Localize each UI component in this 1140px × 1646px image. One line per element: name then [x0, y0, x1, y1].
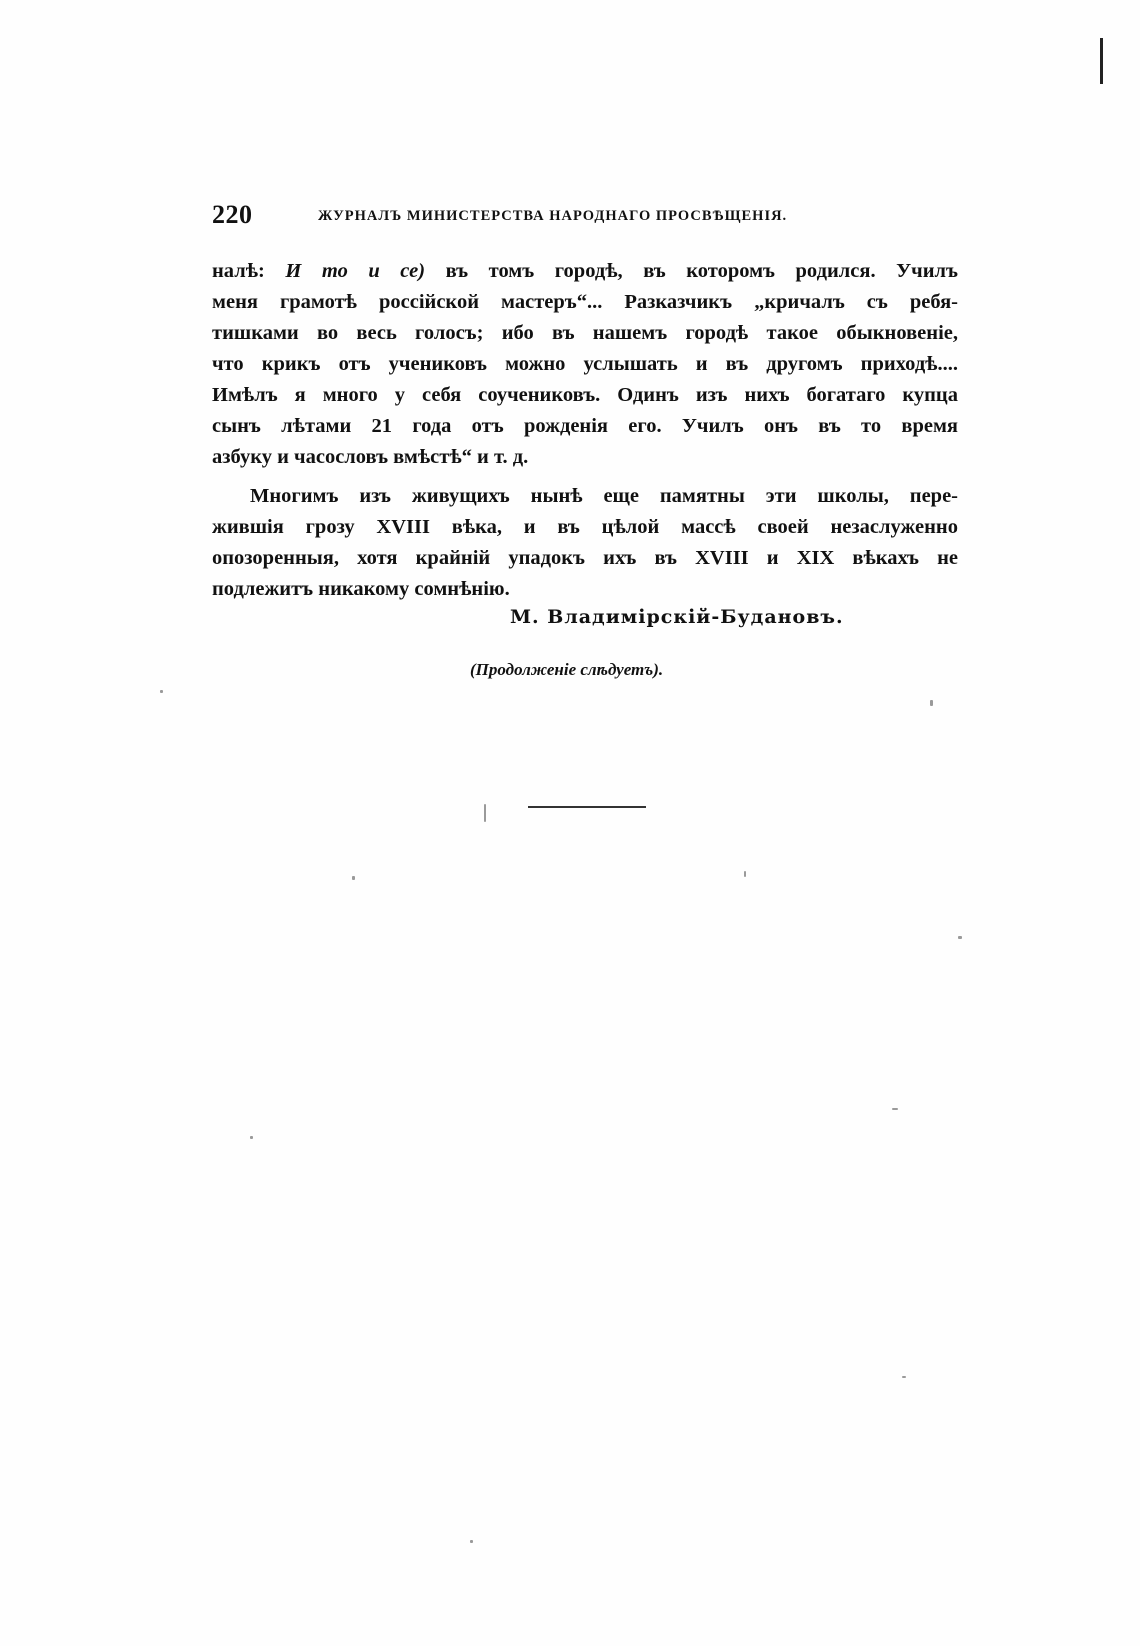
page-number: 220: [212, 200, 253, 229]
text-line: опозоренныя, хотя крайній упадокъ ихъ въ XVIII и XIX вѣкахъ не: [212, 547, 958, 569]
speck: [902, 1376, 906, 1378]
speck: [958, 936, 962, 939]
author-signature: М. Владимірскій-Будановъ.: [510, 606, 844, 628]
section-separator: [528, 806, 646, 808]
text-line: Многимъ изъ живущихъ нынѣ еще памятны эти школы, пере-: [250, 485, 958, 507]
speck: [160, 690, 163, 693]
body-text: [212, 256, 958, 605]
page-header: [212, 200, 958, 240]
text-line: меня грамотѣ россійской мастеръ“... Разказчикъ „кричалъ съ ребя-: [212, 291, 958, 313]
speck: [930, 700, 933, 706]
speck: [352, 876, 355, 880]
text-line: [212, 256, 958, 287]
running-title: ЖУРНАЛЪ МИНИСТЕРСТВА НАРОДНАГО ПРОСВѢЩЕНІЯ.: [318, 208, 788, 224]
text-line: сынъ лѣтами 21 года отъ рожденія его. Училъ онъ въ то время: [212, 415, 958, 437]
speck: [250, 1136, 253, 1139]
text-span: налѣ:: [212, 260, 286, 282]
speck: [484, 804, 486, 822]
paragraph-2: [212, 481, 958, 605]
page-edge-mark: [1100, 38, 1103, 84]
speck: [744, 871, 746, 877]
speck: [892, 1108, 898, 1110]
continuation-note: (Продолженіе слѣдуетъ).: [470, 660, 664, 679]
text-line: что крикъ отъ учениковъ можно услышать и въ другомъ приходѣ....: [212, 353, 958, 375]
text-line: жившія грозу XVIII вѣка, и въ цѣлой массѣ своей незаслуженно: [212, 516, 958, 538]
italic-phrase: И то и се): [285, 260, 426, 282]
text-line: Имѣлъ я много у себя соучениковъ. Одинъ изъ нихъ богатаго купца: [212, 384, 958, 406]
text-span: въ томъ городѣ, въ которомъ родился. Училъ: [425, 260, 959, 282]
text-line: подлежитъ никакому сомнѣнію.: [212, 578, 510, 600]
text-line: азбуку и часословъ вмѣстѣ“ и т. д.: [212, 446, 529, 468]
text-line: тишками во весь голосъ; ибо въ нашемъ городѣ такое обыкновеніе,: [212, 322, 958, 344]
speck: [470, 1540, 473, 1543]
paragraph-1: [212, 256, 958, 473]
